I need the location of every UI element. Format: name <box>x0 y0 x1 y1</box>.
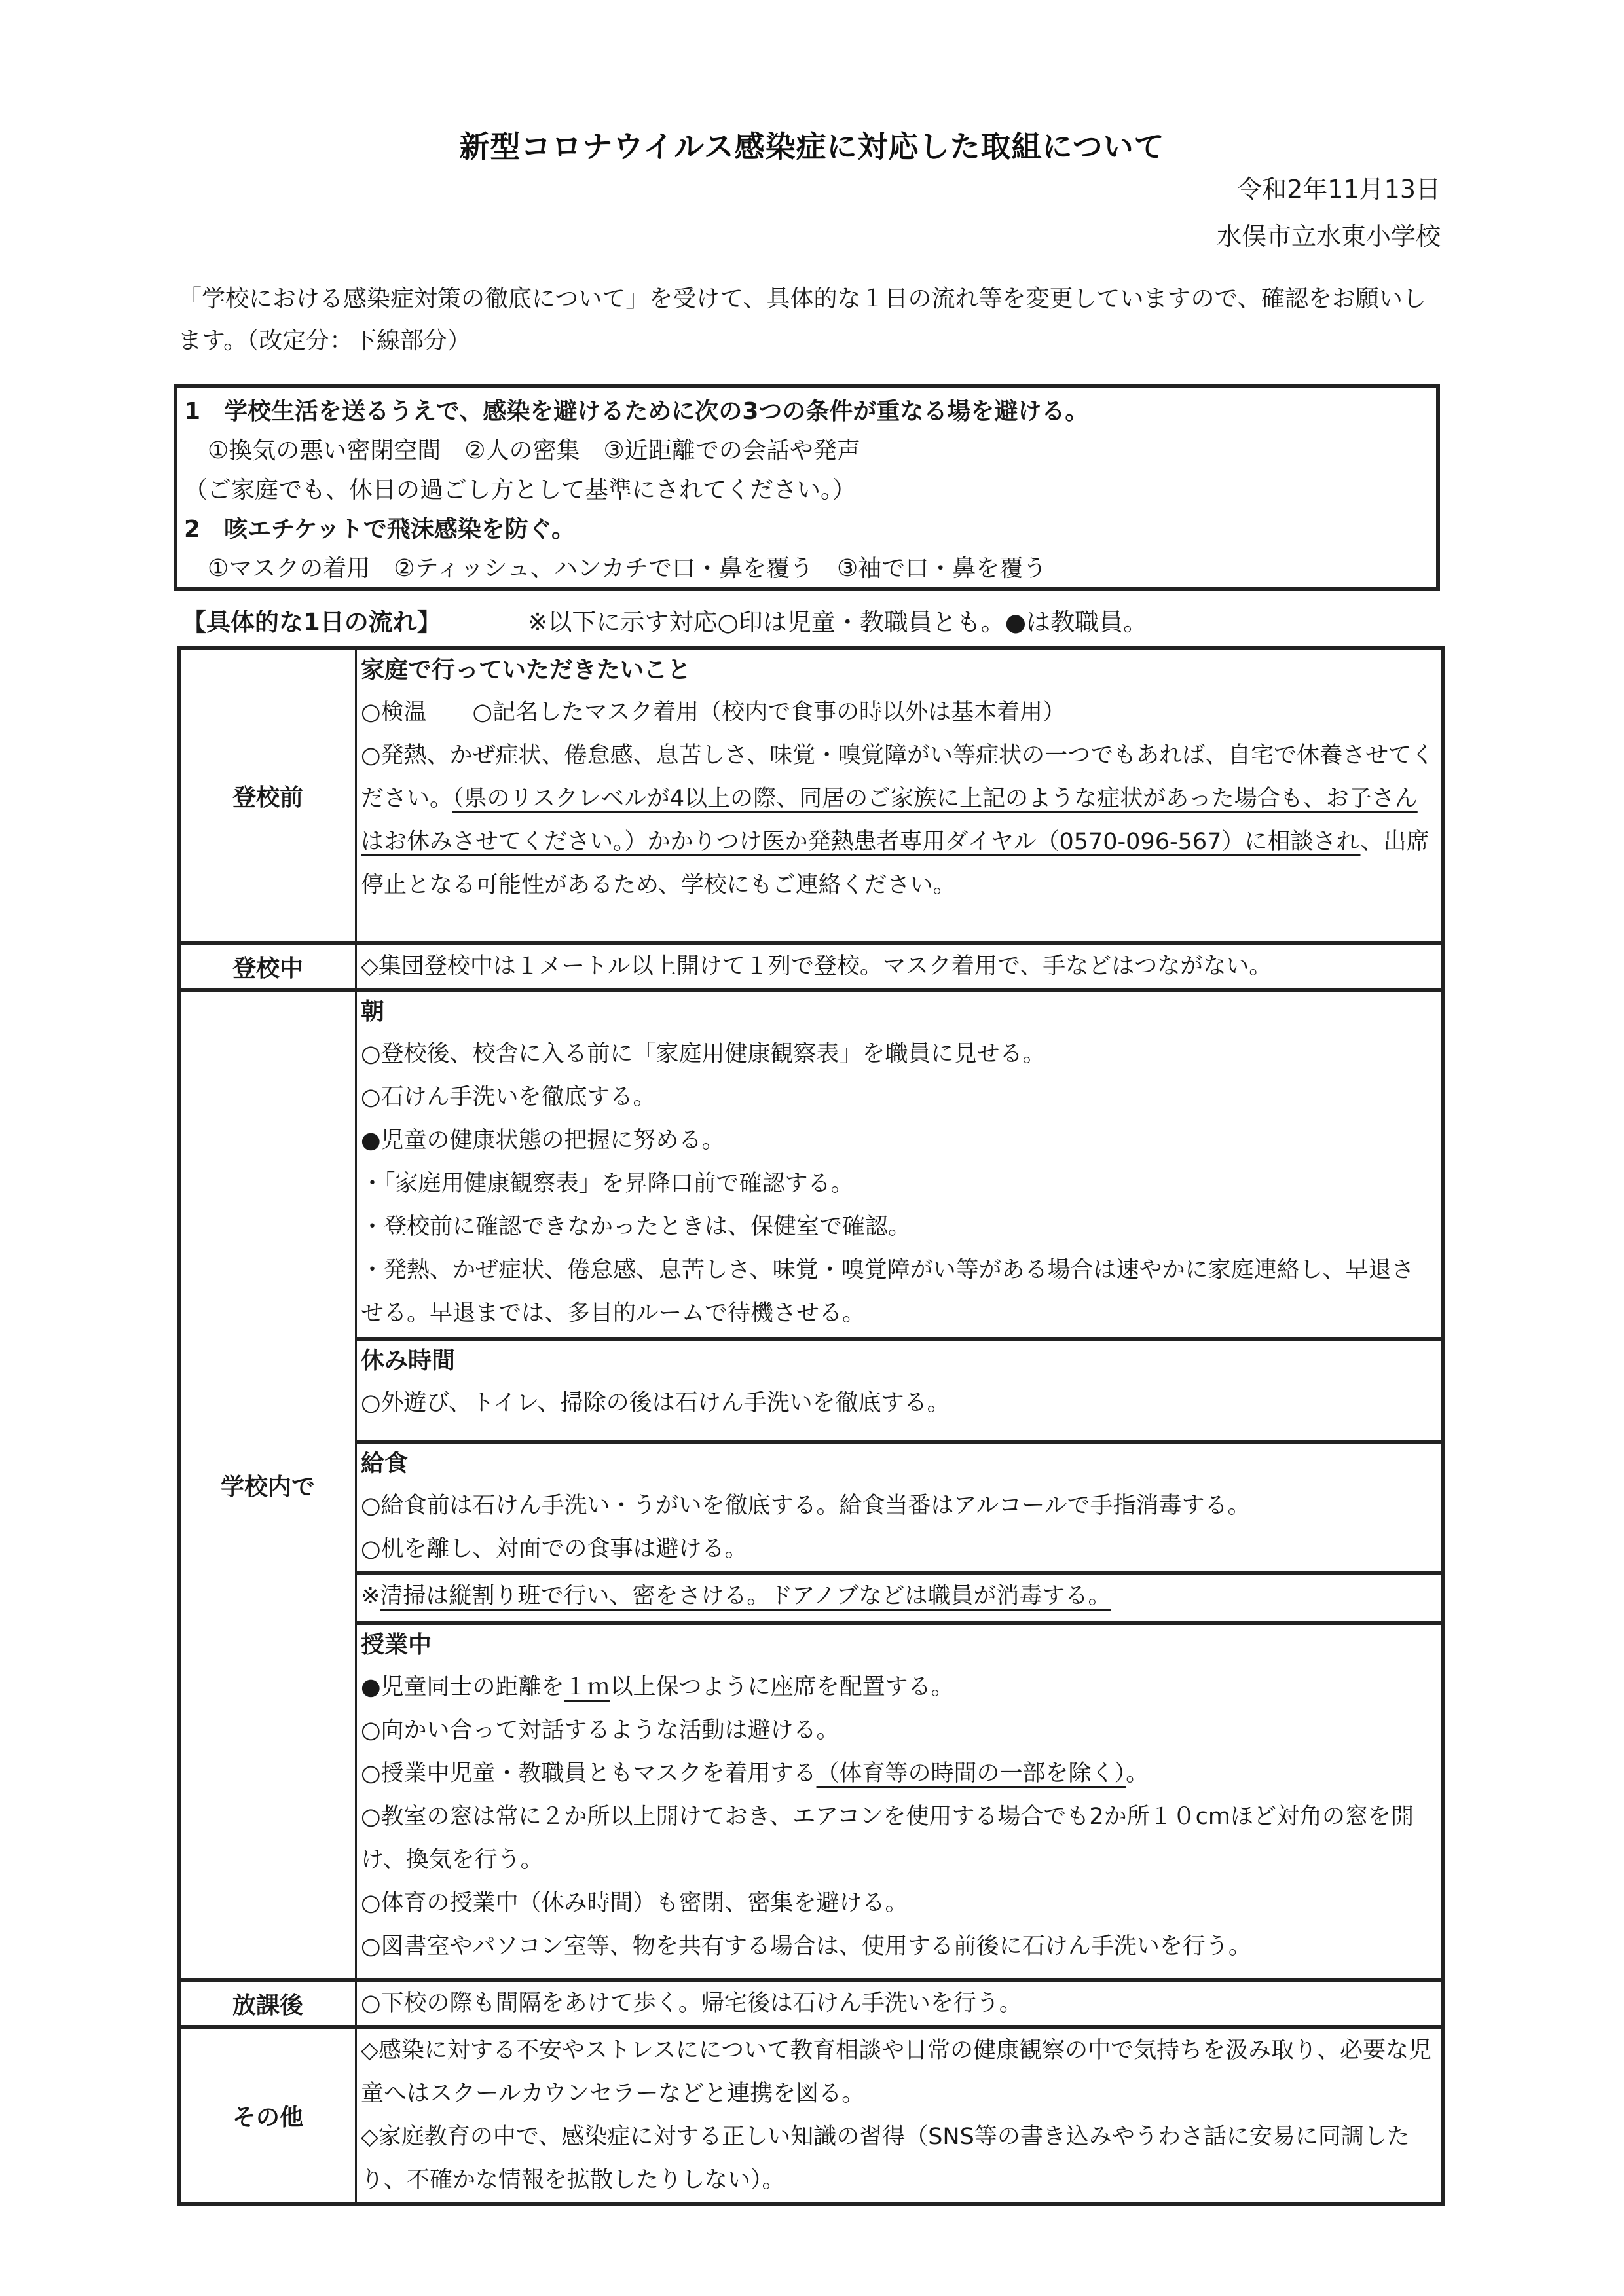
list-item: ◇集団登校中は１メートル以上開けて１列で登校。マスク着用で、手などはつながない。 <box>361 953 1272 979</box>
list-item: ○図書室やパソコン室等、物を共有する場合は、使用する前後に石けん手洗いを行う。 <box>361 1933 1251 1959</box>
row-label-in-school: 学校内で <box>179 990 356 1980</box>
principle-1-note: （ご家庭でも、休日の過ごし方として基準にされてください。） <box>184 477 857 503</box>
list-item <box>361 1666 1437 1709</box>
note-mark: ※ <box>361 1583 380 1609</box>
list-item: ・登校前に確認できなかったときは、保健室で確認。 <box>361 1214 912 1240</box>
row-commute <box>179 943 1443 990</box>
row-content-before-school <box>356 648 1443 943</box>
row-content-other <box>356 2027 1443 2204</box>
row-other <box>179 2027 1443 2204</box>
revised-text: （県のリスクレベルが4以上の際、同居のご家族に上記のような症状があった場合も、お子さんはお休みさせてください。） <box>361 786 1418 855</box>
list-item: ○下校の際も間隔をあけて歩く。帰宅後は石けん手洗いを行う。 <box>361 1990 1022 2016</box>
revised-text: （体育等の時間の一部を除く） <box>816 1760 1126 1787</box>
list-item: ●児童の健康状態の把握に努める。 <box>361 1127 725 1154</box>
subtitle-break: 休み時間 <box>361 1347 456 1374</box>
list-item: ○検温 ○記名したマスク着用（校内で食事の時以外は基本着用） <box>361 699 1066 725</box>
row-in-school-lunch <box>179 1442 1443 1573</box>
revised-text: １ｍ <box>564 1674 610 1700</box>
page-title: 新型コロナウイルス感染症に対応した取組について <box>459 129 1165 164</box>
row-after-school <box>179 1980 1443 2027</box>
principle-2-items: ①マスクの着用 ②ティッシュ、ハンカチで口・鼻を覆う ③袖で口・鼻を覆う <box>208 555 1047 582</box>
subtitle-class: 授業中 <box>361 1631 432 1658</box>
item-text: ○授業中児童・教職員ともマスクを着用する <box>361 1760 817 1787</box>
section-break <box>356 1339 1443 1442</box>
section-lunch <box>356 1442 1443 1573</box>
row-label-after-school: 放課後 <box>179 1980 356 2027</box>
section-cleaning <box>356 1573 1443 1623</box>
issue-date: 令和2年11月13日 <box>1237 175 1441 204</box>
principle-1-title: 1 学校生活を送るうえで、感染を避けるために次の3つの条件が重なる場を避ける。 <box>184 398 1089 425</box>
row-in-school-cleaning <box>179 1573 1443 1623</box>
row-label-other: その他 <box>179 2027 356 2204</box>
list-item: ○石けん手洗いを徹底する。 <box>361 1084 656 1110</box>
list-item <box>361 1752 1437 1795</box>
row-label-before-school: 登校前 <box>179 648 356 943</box>
row-in-school-break <box>179 1339 1443 1442</box>
list-item <box>361 1575 1437 1618</box>
list-item: ・発熱、かぜ症状、倦怠感、息苦しさ、味覚・嗅覚障がい等がある場合は速やかに家庭連絡し、早退させる。早退までは、多目的ルームで待機させる。 <box>361 1257 1414 1326</box>
list-item: ○給食前は石けん手洗い・うがいを徹底する。給食当番はアルコールで手指消毒する。 <box>361 1493 1251 1519</box>
daily-flow-title: 【具体的な1日の流れ】 <box>182 608 441 636</box>
list-item: ◇感染に対する不安やストレスにについて教育相談や日常の健康観察の中で気持ちを汲み取り、必要な児童へはスクールカウンセラーなどと連携を図る。 <box>361 2037 1432 2107</box>
legend-note: ※以下に示す対応○印は児童・教職員とも。●は教職員。 <box>527 608 1148 636</box>
list-item: ○登校後、校舎に入る前に「家庭用健康観察表」を職員に見せる。 <box>361 1041 1046 1067</box>
revised-text: かかりつけ医か発熱患者専用ダイヤル（0570-096-567）に相談され <box>647 829 1361 855</box>
item-text: 。 <box>1126 1760 1149 1787</box>
row-in-school-class <box>179 1623 1443 1980</box>
row-content-after-school <box>356 1980 1443 2027</box>
row-content-commute <box>356 943 1443 990</box>
principles-box <box>174 384 1440 591</box>
item-text: ○発熱、かぜ症状、倦怠感、息苦しさ、味覚・嗅覚障がい等症状の一つでもあれば、自宅で休養させてください。 <box>361 742 1435 812</box>
school-name: 水俣市立水東小学校 <box>1216 222 1441 251</box>
principle-2-title: 2 咳エチケットで飛沫感染を防ぐ。 <box>184 516 576 543</box>
row-before-school <box>179 648 1443 943</box>
subtitle-morning: 朝 <box>361 998 385 1025</box>
list-item: ・「家庭用健康観察表」を昇降口前で確認する。 <box>361 1171 854 1197</box>
daily-flow-table <box>177 646 1445 2206</box>
item-text: 以上保つように座席を配置する。 <box>610 1674 954 1700</box>
subtitle-home: 家庭で行っていただきたいこと <box>361 657 692 683</box>
section-morning <box>356 990 1443 1339</box>
list-item: ○教室の窓は常に２か所以上開けておき、エアコンを使用する場合でも2か所１０cmほど対角の窓を開け、換気を行う。 <box>361 1804 1414 1873</box>
list-item: ◇家庭教育の中で、感染症に対する正しい知識の習得（SNS等の書き込みやうわさ話に安易に同調したり、不確かな情報を拡散したりしない）。 <box>361 2124 1410 2193</box>
row-in-school-morning <box>179 990 1443 1339</box>
list-item: ○机を離し、対面での食事は避ける。 <box>361 1536 748 1562</box>
list-item: ○外遊び、トイレ、掃除の後は石けん手洗いを徹底する。 <box>361 1390 950 1416</box>
principle-1-items: ①換気の悪い密閉空間 ②人の密集 ③近距離での会話や発声 <box>208 437 860 464</box>
daily-flow-heading <box>182 602 1147 638</box>
list-item: ○向かい合って対話するような活動は避ける。 <box>361 1717 840 1743</box>
row-label-commute: 登校中 <box>179 943 356 990</box>
revised-text: 清掃は縦割り班で行い、密をさける。ドアノブなどは職員が消毒する。 <box>380 1583 1111 1609</box>
item-text: 、出席停止となる可能性があるため、学校にもご連絡ください。 <box>361 829 1430 898</box>
intro-paragraph: 「学校における感染症対策の徹底について」を受けて、具体的な１日の流れ等を変更していますので、確認をお願いします。（改定分：下線部分） <box>178 285 1426 354</box>
item-text: ●児童同士の距離を <box>361 1674 564 1700</box>
subtitle-lunch: 給食 <box>361 1450 409 1477</box>
list-item: ○体育の授業中（休み時間）も密閉、密集を避ける。 <box>361 1890 908 1916</box>
section-class <box>356 1623 1443 1980</box>
list-item <box>361 734 1437 907</box>
